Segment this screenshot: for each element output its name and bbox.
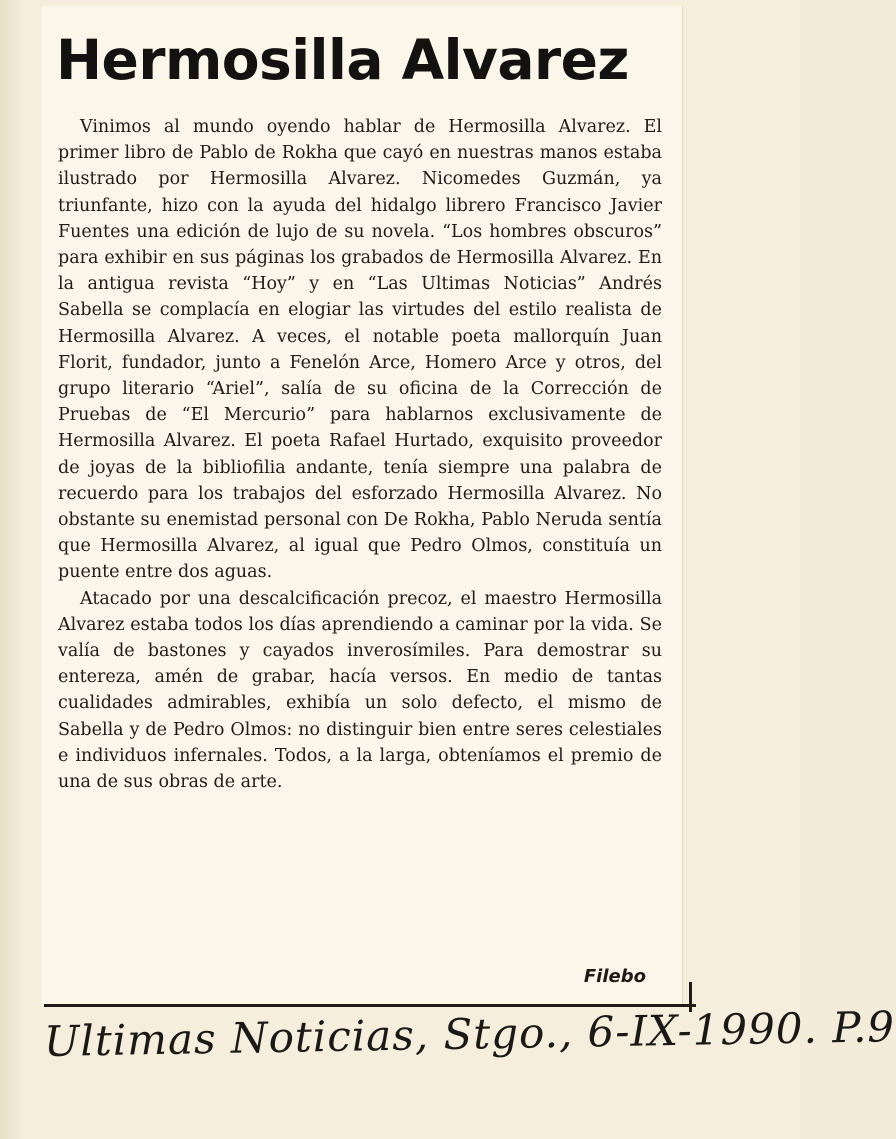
article-paragraph-2: Atacado por una descalcificación precoz, el maestro Hermosilla Alvarez estaba todos los días aprendiendo a caminar por la vida. Se valía de bastones y cayados inverosímiles. Para demostrar su entereza, amén de grabar, hacía versos. En medio de tantas cualidades admirables, exhibía un solo defecto, el mismo de Sabella y de Pedro Olmos: no distinguir bien entre seres celestiales e individuos infernales. Todos, a la larga, obteníamos el premio de una de sus obras de arte. xyxy=(58,588,662,793)
handwritten-source-note: Ultimas Noticias, Stgo., 6-IX-1990. P.9 xyxy=(43,1002,896,1066)
article-headline: Hermosilla Alvarez xyxy=(56,28,629,92)
article-byline: Filebo xyxy=(583,966,646,987)
article-paragraph-1: Vinimos al mundo oyendo hablar de Hermosilla Alvarez. El primer libro de Pablo de Rokha que cayó en nuestras manos estaba ilustrado por Hermosilla Alvarez. Nicomedes Guzmán, ya triunfante, hizo con la ayuda del hidalgo librero Francisco Javier Fuentes una edición de lujo de su novela. “Los hombres obscuros” para exhibir en sus páginas los grabados de Hermosilla Alvarez. En la antigua revista “Hoy” y en “Las Ultimas Noticias” Andrés Sabella se complacía en elogiar las virtudes del estilo realista de Hermosilla Alvarez. A veces, el notable poeta mallorquín Juan Florit, fundador, junto a Fenelón Arce, Homero Arce y otros, del grupo literario “Ariel”, salía de su oficina de la Corrección de Pruebas de “El Mercurio” para hablarnos exclusivamente de Hermosilla Alvarez. El poeta Rafael Hurtado, exquisito proveedor de joyas de la bibliofilia andante, tenía siempre una palabra de recuerdo para los trabajos del esforzado Hermosilla Alvarez. No obstante su enemistad personal con De Rokha, Pablo Neruda sentía que Hermosilla Alvarez, al igual que Pedro Olmos, constituía un puente entre dos aguas. xyxy=(58,117,662,583)
scan-edge-shadow xyxy=(0,0,22,1139)
article-body xyxy=(58,114,662,795)
newspaper-clipping xyxy=(42,6,682,1006)
